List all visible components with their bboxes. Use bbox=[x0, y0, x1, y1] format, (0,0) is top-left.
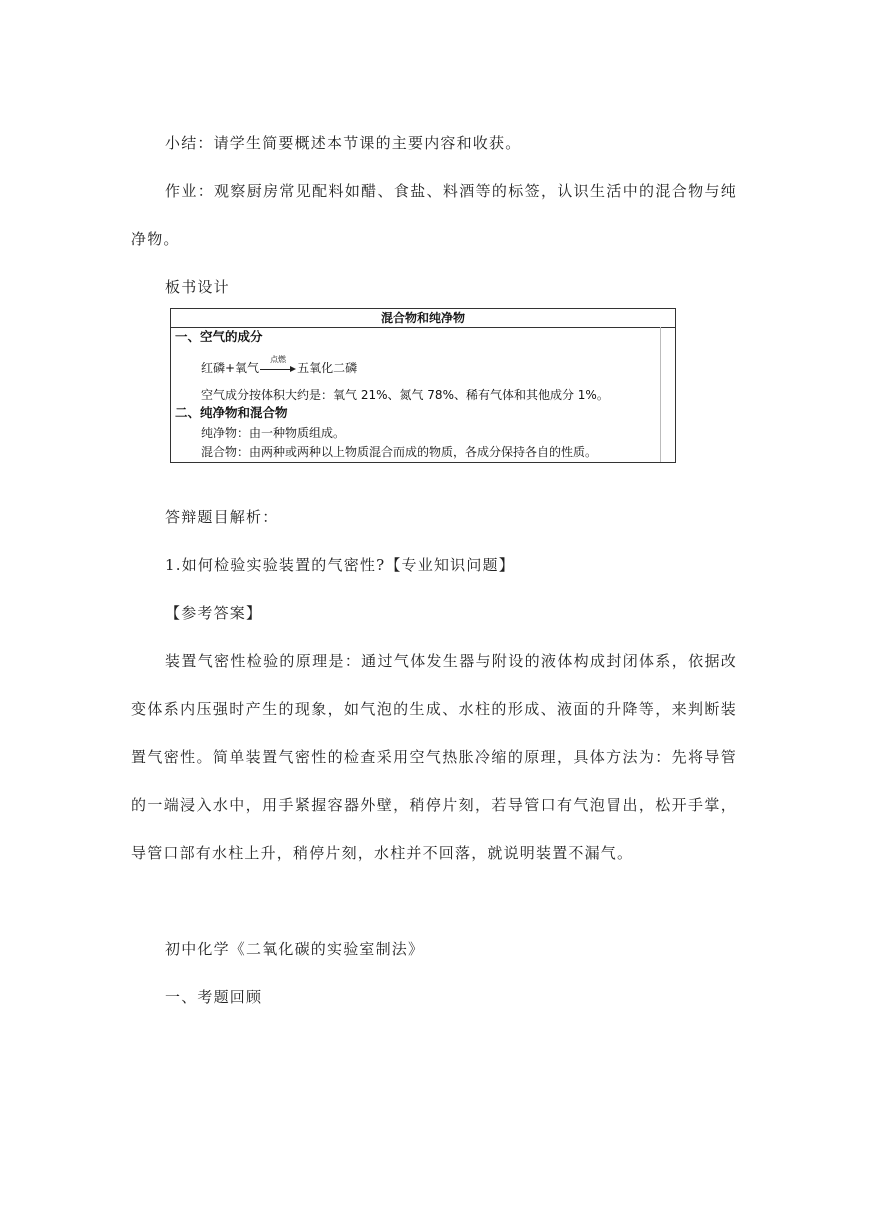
board-column-divider bbox=[660, 327, 661, 462]
board-air-composition: 空气成分按体积大约是：氧气 21%、氮气 78%、稀有气体和其他成分 1%。 bbox=[201, 388, 609, 402]
answer-paragraph: 装置气密性检验的原理是：通过气体发生器与附设的液体构成封闭体系，依据改变体系内压强时产生的现象，如气泡的生成、水柱的形成、液面的升降等，来判断装置气密性。简单装置气密性的检查采用空气热胀冷缩的原理，具体方法为：先将导管的一端浸入水中，用手紧握容器外壁，稍停片刻，若导管口有气泡冒出，松开手掌，导管口部有水柱上升，稍停片刻，水柱并不回落，就说明装置不漏气。 bbox=[131, 652, 737, 862]
board-section-pure-mixture: 二、纯净物和混合物 bbox=[175, 405, 288, 420]
defense-heading: 答辩题目解析： bbox=[165, 508, 279, 526]
section-review-heading: 一、考题回顾 bbox=[165, 988, 263, 1006]
reaction-condition: 点燃 bbox=[270, 354, 287, 364]
reaction-reactants: 红磷+氧气 bbox=[201, 361, 260, 375]
question-1: 1.如何检验实验装置的气密性?【专业知识问题】 bbox=[165, 556, 515, 574]
board-pure-definition: 纯净物：由一种物质组成。 bbox=[201, 426, 346, 440]
board-reaction bbox=[201, 354, 358, 376]
board-section-air: 一、空气的成分 bbox=[175, 329, 263, 344]
reaction-product: 五氧化二磷 bbox=[297, 361, 358, 375]
arrow-head-icon bbox=[290, 366, 296, 372]
board-design-heading: 板书设计 bbox=[165, 278, 230, 296]
reaction-arrow bbox=[260, 354, 296, 376]
homework-paragraph: 作业：观察厨房常见配料如醋、食盐、料酒等的标签，认识生活中的混合物与纯净物。 bbox=[131, 182, 737, 248]
board-mixture-definition: 混合物：由两种或两种以上物质混合而成的物质，各成分保持各自的性质。 bbox=[201, 445, 598, 459]
board-title: 混合物和纯净物 bbox=[171, 309, 675, 328]
reference-answer-label: 【参考答案】 bbox=[165, 604, 263, 622]
course-title: 初中化学《二氧化碳的实验室制法》 bbox=[165, 940, 425, 958]
arrow-line bbox=[260, 369, 292, 370]
summary-paragraph: 小结：请学生简要概述本节课的主要内容和收获。 bbox=[165, 134, 522, 152]
board-design-box bbox=[170, 308, 676, 463]
